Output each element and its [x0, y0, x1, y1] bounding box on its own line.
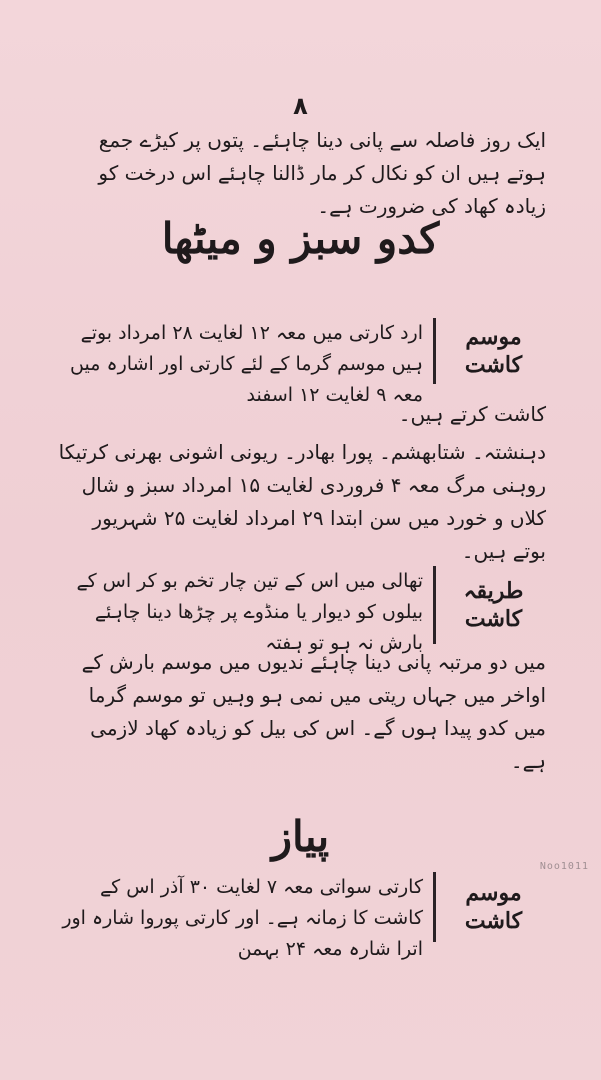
section-text-onion-season: کارتی سواتی معہ ۷ لغایت ۳۰ آذر اس کے کاشت کا زمانہ ہے۔ اور کارتی پوروا شارہ اور اترا شارہ معہ ۲۴ بہمن	[62, 876, 423, 960]
section-heading-onion: پیاز	[271, 812, 330, 861]
section-text-sowing-season: ارد کارتی میں معہ ۱۲ لغایت ۲۸ امرداد بوتے ہیں موسم گرما کے لئے کارتی اور اشارہ میں معہ ۹ لغایت ۱۲ اسفند	[70, 322, 423, 406]
section-row-method	[52, 566, 551, 654]
section-text-method: تھالی میں اس کے تین چار تخم بو کر اس کے بیلوں کو دیوار یا منڈوے پر چڑھا دینا چاہئے بارش نہ ہو تو ہفتہ	[76, 570, 423, 654]
page-number: ۸	[293, 92, 308, 120]
section-row-onion-season	[52, 872, 551, 960]
section-label-sowing-season: موسم کاشت	[433, 318, 551, 384]
continuation-text-2: میں دو مرتبہ پانی دینا چاہئے ندیوں میں موسم بارش کے اواخر میں جہاں ریتی میں نمی ہو وہیں تو موسم گرما میں کدو پیدا ہوں گے۔ اس کی بیل کو زیادہ کھاد لازمی ہے۔	[81, 650, 546, 773]
section-label-method: طریقہ کاشت	[433, 566, 551, 644]
section-row-sowing-season	[52, 318, 551, 406]
continuation-text-1: کاشت کرتے ہیں۔	[398, 402, 546, 426]
body-paragraph-2: دہنشتہ۔ شتابھشم۔ پورا بھادر۔ ریونی اشونی بھرنی کرتیکا روہنی مرگ معہ ۴ فروردی لغایت ۱۵ امرداد سبز و شال کلاں و خورد میں سن ابتدا ۲۹ امرداد لغایت ۲۵ شہریور بوتے ہیں۔	[58, 440, 546, 563]
scan-stamp: Noo1011	[539, 861, 589, 872]
intro-paragraph: ایک روز فاصلہ سے پانی دینا چاہئے۔ پتوں پر کیڑے جمع ہوتے ہیں ان کو نکال کر مار ڈالنا چاہئے اس درخت کو زیادہ کھاد کی ضرورت ہے۔	[98, 128, 546, 218]
section-heading-pumpkin: کدو سبز و میٹھا	[161, 214, 440, 263]
section-label-onion-season: موسم کاشت	[433, 872, 551, 942]
